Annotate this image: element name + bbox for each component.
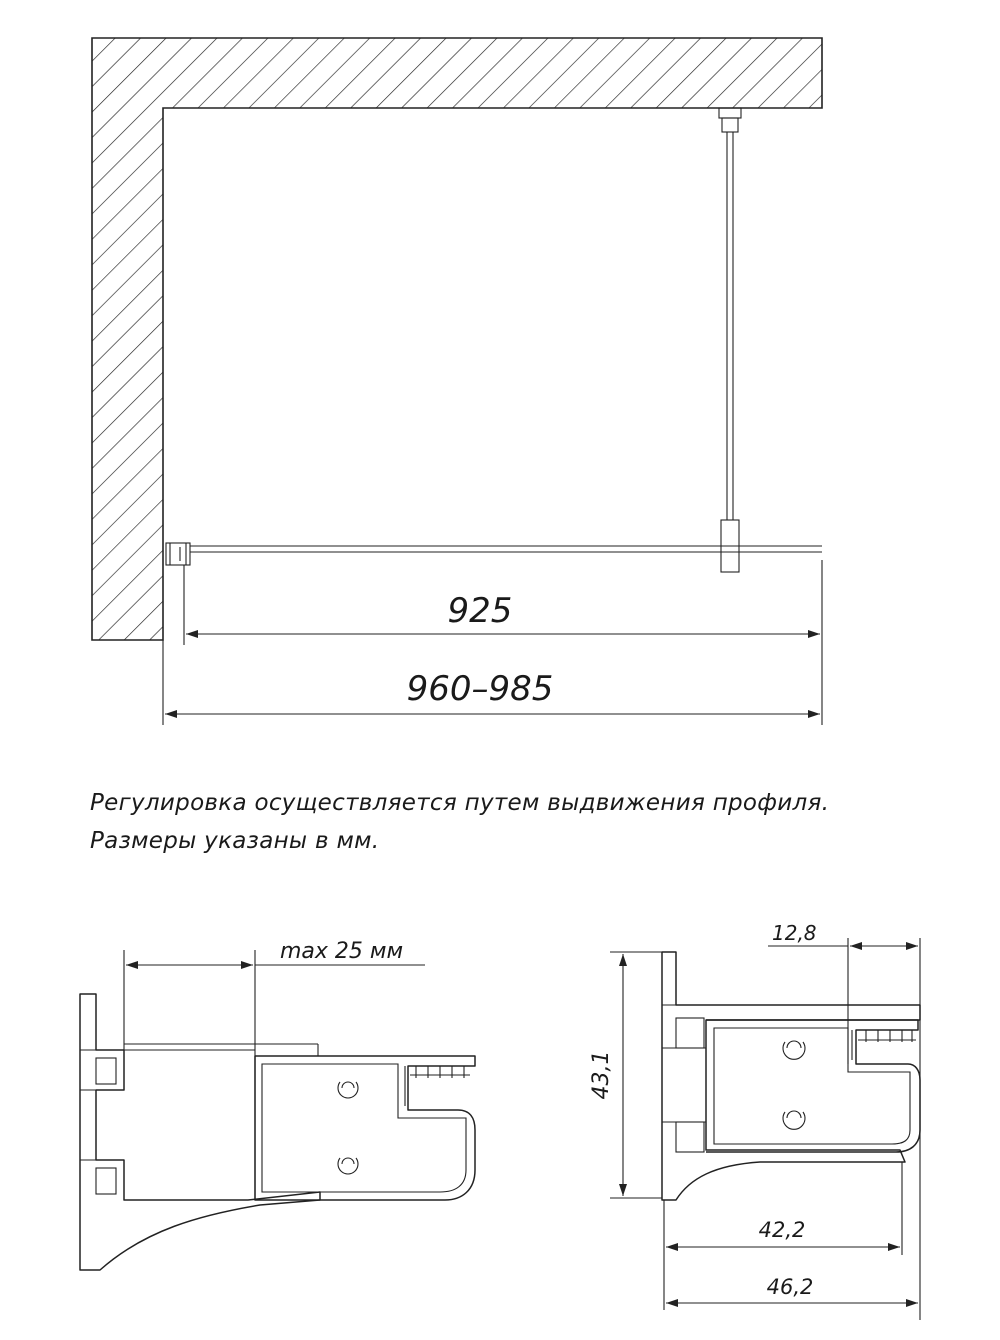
wall-profile-bracket bbox=[166, 543, 190, 565]
dimension-label-depth-outer: 46,2 bbox=[766, 1275, 814, 1299]
note-units: Размеры указаны в мм. bbox=[90, 828, 380, 854]
plan-view bbox=[92, 38, 822, 725]
dimension-label-depth-inner: 42,2 bbox=[758, 1218, 806, 1242]
wall-profile-cavity bbox=[96, 1168, 116, 1194]
dimension-label-offset: 12,8 bbox=[772, 921, 817, 945]
profile-detail-left bbox=[80, 939, 475, 1270]
dimension-label-height: 43,1 bbox=[589, 1050, 614, 1100]
wall-profile-cavity bbox=[676, 1122, 704, 1152]
wall-profile-left bbox=[80, 994, 320, 1270]
dimension-label-panel-width: 925 bbox=[447, 591, 513, 631]
sliding-profile-left bbox=[255, 1056, 475, 1200]
ceiling-support-rod bbox=[719, 108, 741, 572]
screw-slot bbox=[783, 1041, 805, 1059]
wall-profile-right bbox=[662, 952, 920, 1200]
note-adjustment: Регулировка осуществляется путем выдвижения профиля. bbox=[90, 790, 830, 816]
screw-slot bbox=[783, 1111, 805, 1129]
wall-hatched bbox=[92, 38, 822, 640]
wall-profile-cavity bbox=[96, 1058, 116, 1084]
screw-slot bbox=[338, 1082, 358, 1098]
dimension-label-opening-range: 960–985 bbox=[406, 669, 554, 709]
screw-slot bbox=[338, 1158, 358, 1174]
wall-profile-cavity bbox=[676, 1018, 704, 1048]
profile-detail-right bbox=[589, 921, 920, 1320]
glass-panel bbox=[190, 546, 822, 552]
dimension-label-max-adjust: max 25 мм bbox=[280, 939, 404, 964]
